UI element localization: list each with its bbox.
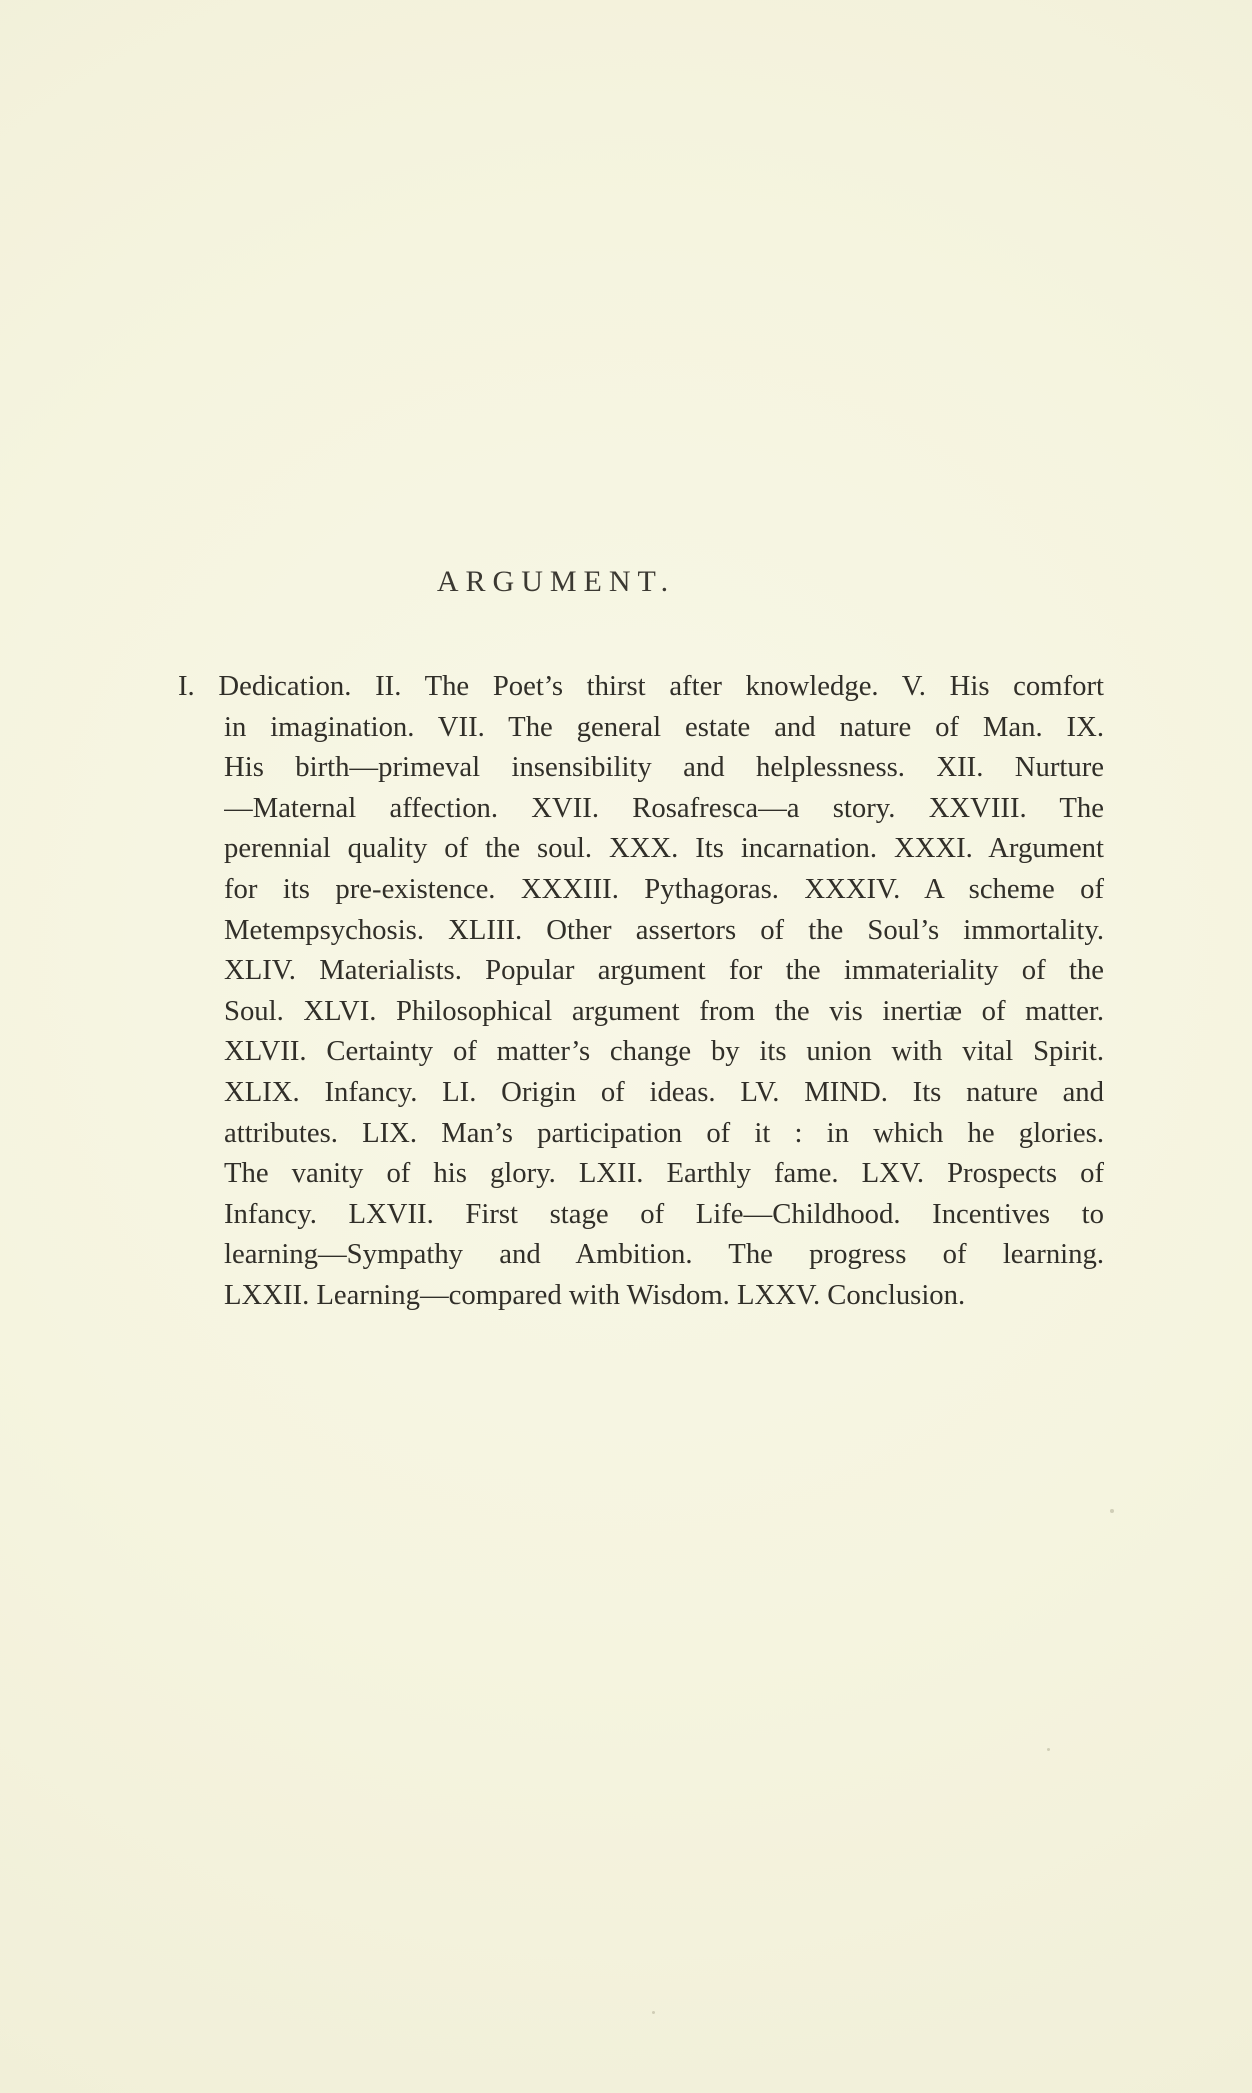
- paper-speck: [1110, 1509, 1114, 1513]
- line-text: learning—Sympathy and Ambition. The progress of learning.: [224, 1238, 1104, 1271]
- argument-line-8: [178, 950, 1252, 991]
- argument-line-12: [178, 1113, 1252, 1154]
- line-text: Infancy. LXVII. First stage of Life—Childhood. Incentives to: [224, 1197, 1104, 1230]
- argument-heading: ARGUMENT.: [436, 565, 676, 598]
- line-text: —Maternal affection. XVII. Rosafresca—a story. XXVIII. The: [224, 791, 1104, 824]
- line-text: for its pre-existence. XXXIII. Pythagoras. XXXIV. A scheme of: [224, 872, 1104, 905]
- argument-line-11: [178, 1072, 1252, 1113]
- line-text: I. Dedication. II. The Poet’s thirst after knowledge. V. His comfort: [178, 670, 1104, 702]
- argument-line-13: [178, 1153, 1252, 1194]
- line-text: Metempsychosis. XLIII. Other assertors of the Soul’s immortality.: [224, 913, 1104, 946]
- line-text: XLIX. Infancy. LI. Origin of ideas. LV. MIND. Its nature and: [224, 1075, 1104, 1108]
- paper-speck: [652, 2011, 655, 2014]
- argument-line-2: [178, 707, 1252, 748]
- argument-line-7: [178, 910, 1252, 951]
- argument-line-10: [178, 1031, 1252, 1072]
- line-text: XLVII. Certainty of matter’s change by its union with vital Spirit.: [224, 1035, 1104, 1068]
- argument-line-3: [178, 747, 1252, 788]
- argument-line-6: [178, 869, 1252, 910]
- line-text: perennial quality of the soul. XXX. Its incarnation. XXXI. Argument: [224, 832, 1104, 865]
- line-text: in imagination. VII. The general estate and nature of Man. IX.: [224, 710, 1104, 743]
- line-text: XLIV. Materialists. Popular argument for the immateriality of the: [224, 954, 1104, 987]
- argument-line-15: [178, 1234, 1252, 1275]
- paper-speck: [1047, 1748, 1050, 1751]
- argument-line-16: [178, 1275, 1252, 1316]
- argument-line-1: [178, 666, 1252, 707]
- argument-line-9: [178, 991, 1252, 1032]
- argument-line-4: [178, 788, 1252, 829]
- argument-text: [178, 666, 1252, 1316]
- line-text: The vanity of his glory. LXII. Earthly fame. LXV. Prospects of: [224, 1157, 1104, 1190]
- line-text: LXXII. Learning—compared with Wisdom. LXXV. Conclusion.: [224, 1278, 966, 1311]
- line-text: His birth—primeval insensibility and helplessness. XII. Nurture: [224, 751, 1104, 784]
- argument-line-5: [178, 828, 1252, 869]
- argument-line-14: [178, 1194, 1252, 1235]
- line-text: Soul. XLVI. Philosophical argument from the vis inertiæ of matter.: [224, 994, 1104, 1027]
- line-text: attributes. LIX. Man’s participation of it : in which he glories.: [224, 1116, 1104, 1149]
